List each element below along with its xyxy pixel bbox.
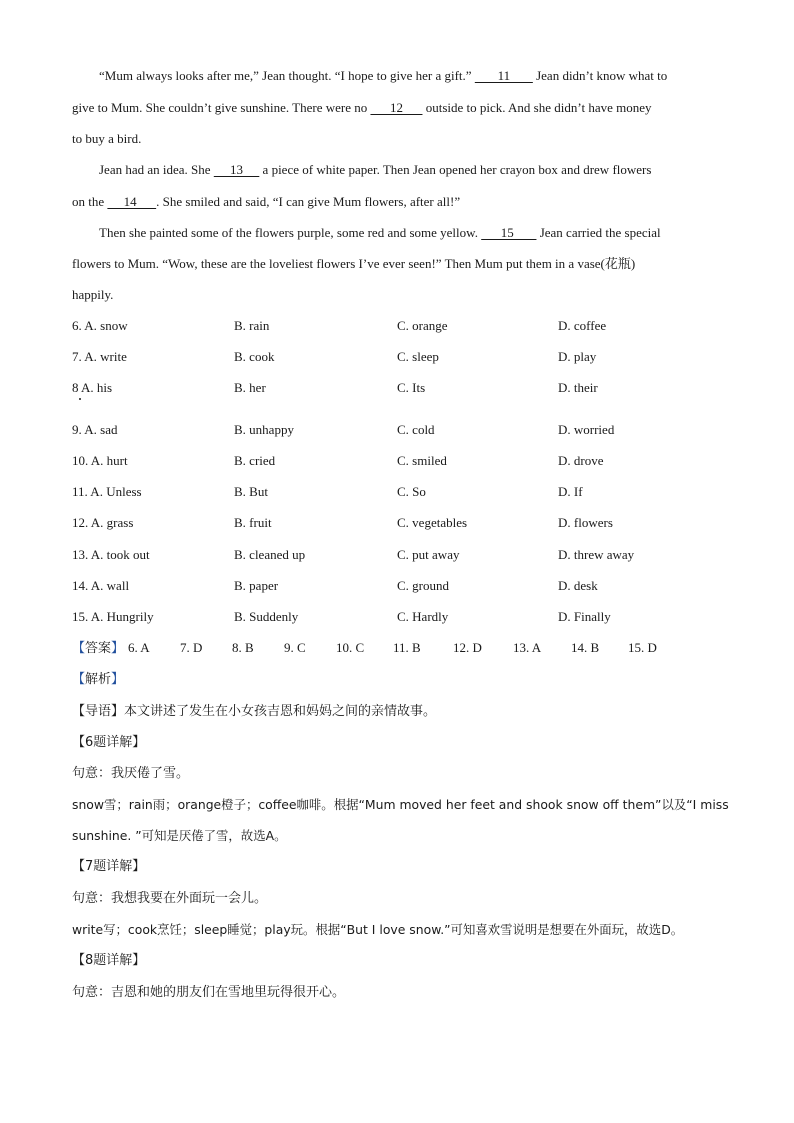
option-c: C. So [397, 484, 426, 499]
q7-explanation: write写；cook烹饪；sleep睡觉；play玩。根据“But I love snow.”可知喜欢雪说明是想要在外面玩，故选D。 [72, 922, 684, 937]
option-d: D. their [558, 380, 598, 395]
blank-12: 12 [370, 100, 423, 115]
blank-13: 13 [213, 162, 260, 177]
passage-text: outside to pick. And she didn’t have money [422, 100, 652, 115]
option-a: 15. A. Hungrily [72, 609, 154, 624]
answer-item: 9. C [284, 640, 306, 655]
option-c: C. put away [397, 547, 460, 562]
answer-item: 11. B [393, 640, 421, 655]
option-b: B. cook [234, 349, 275, 364]
option-b: B. unhappy [234, 422, 294, 437]
passage-line [99, 68, 667, 84]
passage-line: to buy a bird. [72, 131, 142, 146]
blank-15: 15 [481, 225, 537, 240]
option-d: D. coffee [558, 318, 607, 333]
option-c: C. orange [397, 318, 448, 333]
option-d: D. threw away [558, 547, 635, 562]
analysis-heading [72, 672, 124, 688]
answer-item: 10. C [336, 640, 365, 655]
answer-item: 14. B [571, 640, 600, 655]
passage-text: on the [72, 194, 108, 209]
option-d: D. If [558, 484, 583, 499]
q7-meaning: 句意：我想我要在外面玩一会儿。 [72, 891, 268, 906]
passage-line [72, 100, 652, 116]
bracket-left: 【 [72, 641, 86, 656]
option-c: C. Its [397, 380, 426, 395]
option-b: B. fruit [234, 515, 272, 530]
option-d: D. flowers [558, 515, 613, 530]
option-d: D. desk [558, 578, 598, 593]
passage-text: Jean had an idea. She [99, 162, 214, 177]
passage-line [99, 225, 661, 241]
guide-label: 导语 [85, 704, 112, 719]
option-b: B. But [234, 484, 268, 499]
option-d: D. worried [558, 422, 615, 437]
bracket-left: 【 [72, 672, 86, 687]
passage-text: a piece of white paper. Then Jean opened her crayon box and drew flowers [259, 162, 652, 177]
option-c: C. ground [397, 578, 449, 593]
guide-text: 本文讲述了发生在小女孩吉恩和妈妈之间的亲情故事。 [124, 704, 437, 719]
option-d: D. Finally [558, 609, 611, 624]
option-c: C. sleep [397, 349, 439, 364]
option-a: 10. A. hurt [72, 453, 128, 468]
option-b: B. cried [234, 453, 276, 468]
bracket-left: 【 [72, 704, 86, 719]
option-c: C. vegetables [397, 515, 468, 530]
q6-meaning: 句意：我厌倦了雪。 [72, 766, 190, 781]
guide-line [72, 704, 436, 720]
option-b: B. rain [234, 318, 270, 333]
passage-text: “Mum always looks after me,” Jean thought. “I hope to give her a gift.” [99, 68, 475, 83]
bracket-right: 】 [111, 641, 125, 656]
bracket-right: 】 [111, 672, 125, 687]
passage-text: Jean carried the special [536, 225, 661, 240]
option-a: 7. A. write [72, 349, 127, 364]
analysis-label: 解析 [85, 672, 112, 687]
option-d: D. drove [558, 453, 604, 468]
q6-heading: 【6题详解】 [72, 735, 146, 750]
answer-item: 15. D [628, 640, 657, 655]
option-c: C. cold [397, 422, 435, 437]
answer-item: 8. B [232, 640, 254, 655]
answer-item: 13. A [513, 640, 542, 655]
stray-mark [79, 398, 81, 400]
option-b: B. paper [234, 578, 279, 593]
q8-heading: 【8题详解】 [72, 953, 146, 968]
option-a: 8 A. his [72, 380, 113, 395]
q8-meaning: 句意：吉恩和她的朋友们在雪地里玩得很开心。 [72, 985, 346, 1000]
option-c: C. Hardly [397, 609, 449, 624]
answer-line [72, 640, 124, 657]
passage-line [72, 194, 460, 210]
option-a: 11. A. Unless [72, 484, 142, 499]
passage-text: give to Mum. She couldn’t give sunshine. There were no [72, 100, 371, 115]
passage-text: . She smiled and said, “I can give Mum flowers, after all!” [156, 194, 461, 209]
option-b: B. cleaned up [234, 547, 306, 562]
q6-explanation: sunshine. ”可知是厌倦了雪，故选A。 [72, 828, 287, 843]
passage-line: happily. [72, 287, 114, 302]
bracket-right: 】 [111, 704, 125, 719]
passage-text: Jean didn’t know what to [532, 68, 668, 83]
q6-explanation: snow雪；rain雨；orange橙子；coffee咖啡。根据“Mum moved her feet and shook snow off them”以及“I miss [72, 797, 729, 812]
option-a: 6. A. snow [72, 318, 128, 333]
option-a: 14. A. wall [72, 578, 130, 593]
answer-item: 12. D [453, 640, 482, 655]
option-b: B. Suddenly [234, 609, 299, 624]
option-d: D. play [558, 349, 597, 364]
blank-14: 14 [107, 194, 157, 209]
passage-line [99, 162, 651, 178]
passage-text: Then she painted some of the flowers purple, some red and some yellow. [99, 225, 482, 240]
option-c: C. smiled [397, 453, 447, 468]
answer-item: 6. A [128, 640, 150, 655]
option-a: 13. A. took out [72, 547, 150, 562]
answer-label: 答案 [85, 641, 112, 656]
option-b: B. her [234, 380, 266, 395]
option-a: 9. A. sad [72, 422, 118, 437]
passage-line: flowers to Mum. “Wow, these are the loveliest flowers I’ve ever seen!” Then Mum put them in a vase(花瓶) [72, 256, 636, 271]
answer-item: 7. D [180, 640, 203, 655]
blank-11: 11 [474, 68, 533, 83]
option-a: 12. A. grass [72, 515, 134, 530]
q7-heading: 【7题详解】 [72, 859, 146, 874]
